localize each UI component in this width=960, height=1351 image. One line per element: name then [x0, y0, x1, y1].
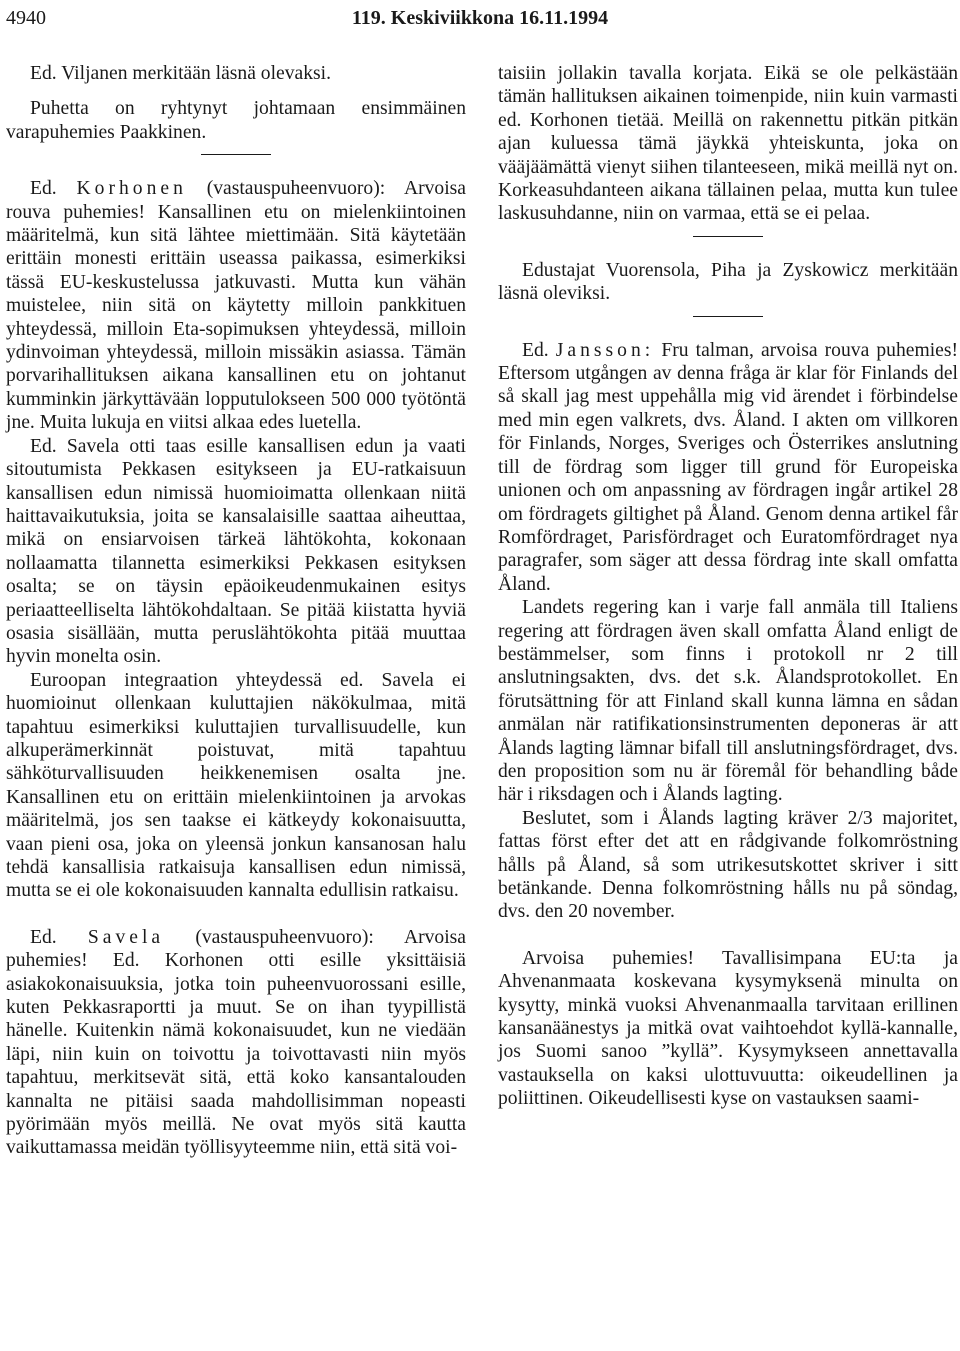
right-column	[498, 62, 958, 1111]
section-divider	[693, 316, 763, 317]
speaker-prefix: Ed.	[30, 926, 57, 948]
paragraph: Arvoisa puhemies! Tavallisimpana EU:ta ja Ahvenanmaata koskevana kysymyksenä minulta on kysytty, minkä vuoksi Ahvenanmaalla tarvitaan erillinen kansanäänestys ja mitkä ovat vaihtoehdot kyllä-kannalle, jos Suomi sanoo ”kyllä”. Kysymykseen annettavalla vastauksella on kaksi ulottuvuutta: oikeudellinen ja poliittinen. Oikeudellisesti kyse on vastauksen saami-	[498, 947, 958, 1110]
paragraph: Ed. Savela otti taas esille kansallisen edun ja vaati sitoutumista Pekkasen esitykseen ja EU-ratkaisuun kansallisen edun nimissä huomioimatta ollenkaan niitä haittavaikutuksia, joita se kansalaisille saattaa aiheuttaa, mikä on ensiarvoisen tärkeä lähtökohta, kokonaan nollaamatta tilannetta esimerkiksi Pekkasen esityksen osalta; se on täysin epäoikeudenmukainen esitys periaatteelliselta lähtökohdaltaan. Se pitää kiistatta hyviä osasia sisällään, mutta peruslähtökohta pitää muuttaa hyvin monelta osin.	[6, 435, 466, 668]
speech-text: (vastauspuheenvuoro): Arvoisa rouva puhemies! Kansallinen etu on mielenkiintoinen määritelmä, kun sitä lähtee miettimään. Sitä käytetään erittäin monesti erittäin useassa paikassa, esimerkiksi tässä EU-keskustelussa jatkuvasti. Mutta kun vähän muistelee, niin sitä on käytetty milloin pankkituen yhteydessä, milloin Eta-sopimuksen yhteydessä, milloin ydinvoiman yhteydessä, milloin missäkin asiassa. Tämän porvarihallituksen aikana kansallinen etu on johtanut kumminkin järkyttävään lopputulokseen 500 000 työtöntä jne. Muita lukuja en viitsi alkaa edes luetella.	[6, 178, 466, 434]
paragraph: Landets regering kan i varje fall anmäla till Italiens regering att fördragen även skall omfatta Åland enligt de bestämmelser, som finns i protokoll nr 2 till anslutningsakten, dvs. det s.k. Ålandsprotokollet. En förutsättning för att Finland skall kunna lämna en sådan anmälan när ratifikationsinstrumenten deponeras är att Ålands lagting lämnar bifall till anslutningsfördraget, dvs. den proposition som nu är föremål för behandling både här i riksdagen och i Ålands lagting.	[498, 597, 958, 806]
paragraph: Beslutet, som i Ålands lagting kräver 2/3 majoritet, fattas först efter det att en rådgivande folkomröstning hålls på Åland, så som utrikesutskottet skriver i sitt betänkande. Denna folkomröstning hålls nu på söndag, dvs. den 20 november.	[498, 807, 958, 923]
paragraph: Ed. Viljanen merkitään läsnä olevaksi.	[30, 63, 331, 84]
session-date: 119. Keskiviikkona 16.11.1994	[351, 7, 609, 29]
speech-paragraph	[6, 926, 466, 1160]
speaker-name: Korhonen	[76, 178, 187, 200]
paragraph: taisiin jollakin tavalla korjata. Eikä se ole pelkästään tämän hallituksen aikainen toimenpide, niin kuin varmasti ed. Korhonen tietää. Meillä on rakennettu pitkän pitkän ajan kuluessa tämä jäykkä yhteiskunta, joka on vääjäämättä vienyt siihen tilanteeseen, mikä meillä nyt on. Korkeasuhdanteen aikana tällainen pelaa, mutta kun tulee laskusuhdanne, niin on varmaa, että se ei pelaa.	[498, 63, 958, 225]
speaker-prefix: Ed.	[30, 178, 57, 200]
paragraph: Puhetta on ryhtynyt johtamaan ensimmäinen varapuhemies Paakkinen.	[6, 98, 466, 143]
page-number: 4940	[6, 7, 46, 29]
page-header	[6, 4, 954, 32]
speaker-prefix: Ed.	[522, 339, 549, 361]
paragraph: Euroopan integraation yhteydessä ed. Savela ei huomioinut ollenkaan kuluttajien näkökulmaa, mitä tapahtuu esimerkiksi kuluttajien turvallisuudelle, kun alkuperämerkinnät poistuvat, mitä tapahtuu sähköturvallisuuden heikkenemisen osalta jne. Kansallinen etu on erittäin mielenkiintoinen ja arvokas määritelmä, jos sen taakse ei kätkeydy kokonaisuutta, vaan pieni osa, joka on yleensä jonkun kansanosan halu tehdä kansallisia ratkaisuja kansallisen edun nimissä, mutta se ei ole kokonaisuuden kannalta edullisin ratkaisu.	[6, 669, 466, 902]
section-divider	[201, 154, 271, 155]
speaker-name: Savela	[87, 926, 165, 948]
speech-text: Fru talman, arvoisa rouva puhemies! Eftersom utgången av denna fråga är klar för Finlands del så skall jag mest uppehålla mig vid ärendet i förbindelse med min egen valkrets, dvs. Åland. I akten om villkoren för Finlands, Norges, Sveriges och Österrikes anslutning till de fördrag som ligger till grund för Europeiska unionen och om anpassning av fördragen ingår artikel 28 om fördragets giltighet på Åland. Genom denna artikel får Romfördraget, Parisfördraget och Euratomfördraget nya paragrafer, som säger att dessa fördrag inte skall omfatta Åland.	[498, 339, 958, 595]
section-divider	[693, 236, 763, 237]
paragraph: Edustajat Vuorensola, Piha ja Zyskowicz merkitään läsnä oleviksi.	[498, 259, 958, 305]
speech-paragraph	[498, 339, 958, 596]
left-column	[6, 62, 466, 1160]
speech-text: (vastauspuheenvuoro): Arvoisa puhemies! Ed. Korhonen otti esille yksittäisiä asiakokonaisuuksia, jotka toin puheenvuorossani esille, kuten Pekkasraportti ja muut. Se on ihan tyypillistä hänelle. Kuitenkin nämä kokonaisuudet, kun ne viedään läpi, niin kuin on toivottu ja toivottavasti niin myös tapahtuu, merkitsevät sitä, että koko kansantalouden kannalta ne pitäisi saada mahdollisimman nopeasti pyörimään myös meillä. Ne ovat myös sitä kautta vaikuttamassa meidän työllisyyteemme niin, että sitä voi-	[6, 926, 466, 1159]
speech-paragraph	[6, 177, 466, 434]
speaker-name: Jansson:	[555, 339, 655, 361]
